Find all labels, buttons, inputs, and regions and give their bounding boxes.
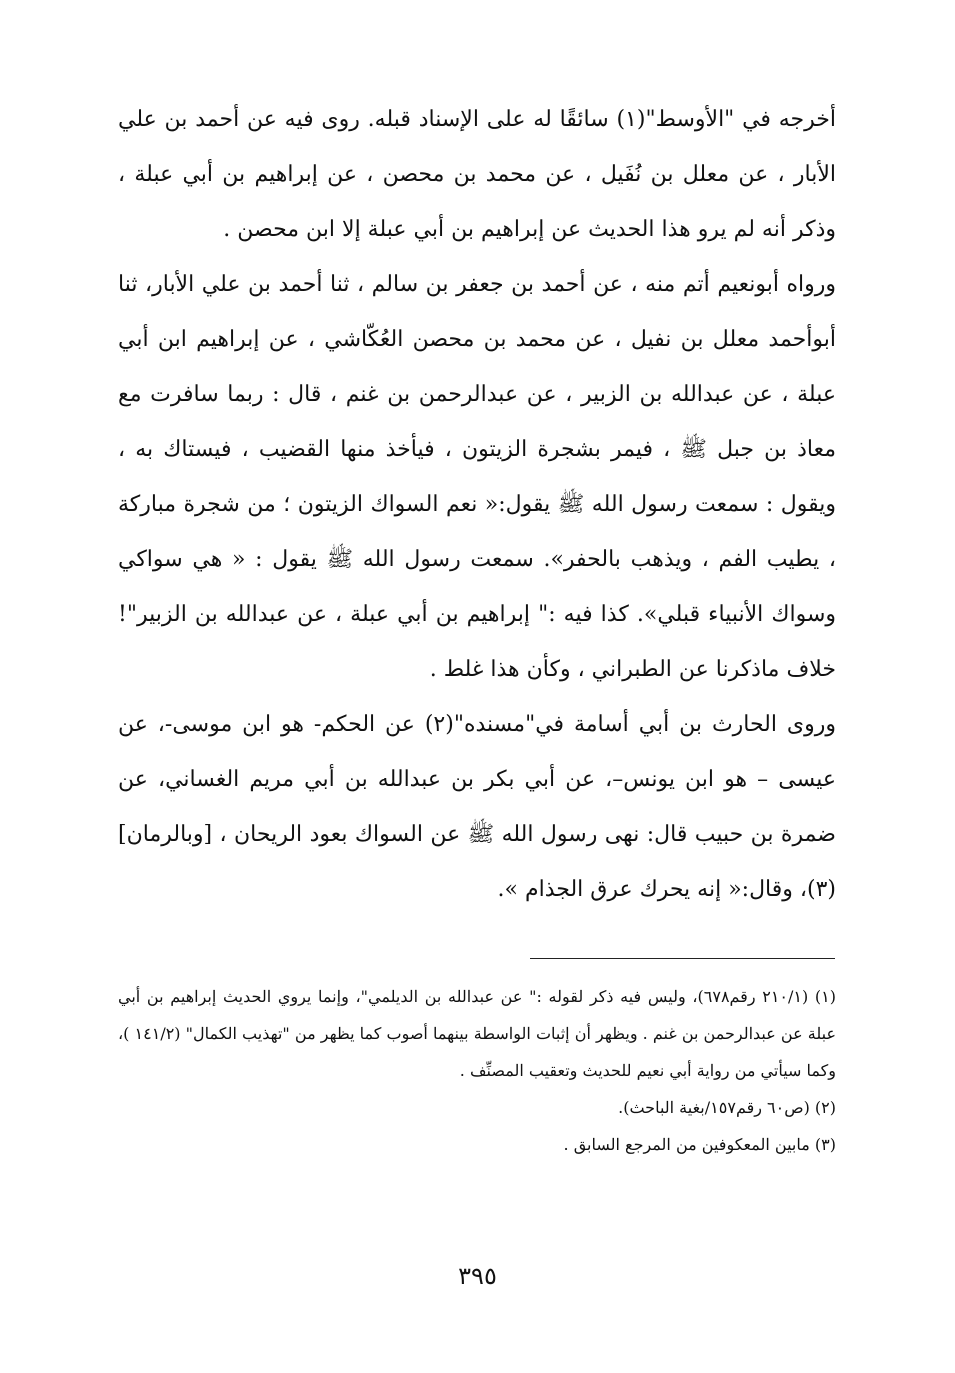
paragraph-2: ورواه أبونعيم أتم منه ، عن أحمد بن جعفر بن سالم ، ثنا أحمد بن علي الأبار، ثنا أبوأحمد معلل بن نفيل ، عن محمد بن محصن العُكّاشي ، عن إبراهيم ابن أبي عبلة ، عن عبدالله بن الزبير ، عن عبدالرحمن بن غنم ، قال : ربما سافرت مع معاذ بن جبل ﷺ ، فيمر بشجرة الزيتون ، فيأخذ منها القضيب ، فيستاك به ، ويقول : سمعت رسول الله ﷺ يقول:« نعم السواك الزيتون ؛ من شجرة مباركة ، يطيب الفم ، ويذهب بالحفر». سمعت رسول الله ﷺ يقول : « هي سواكي وسواك الأنبياء قبلي». كذا فيه :" إبراهيم بن أبي عبلة ، عن عبدالله بن الزبير"! خلاف ماذكرنا عن الطبراني ، وكأن هذا غلط . bbox=[118, 272, 836, 682]
footnote-divider bbox=[530, 958, 835, 959]
paragraph-1: أخرجه في "الأوسط"(١) سائقًا له على الإسناد قبله. روى فيه عن أحمد بن علي الأبار ، عن معلل بن نُفَيل ، عن محمد بن محصن ، عن إبراهيم بن أبي عبلة ، وذكر أنه لم يرو هذا الحديث عن إبراهيم بن أبي عبلة إلا ابن محصن . bbox=[118, 107, 836, 242]
footnotes-section bbox=[118, 978, 836, 1163]
footnote-3: (٣) مابين المعكوفين من المرجع السابق . bbox=[563, 1135, 836, 1154]
main-text-body bbox=[118, 92, 836, 917]
paragraph-3: وروى الحارث بن أبي أسامة في"مسنده"(٢) عن الحكم- هو ابن موسى-، عن عيسى – هو ابن يونس–، عن أبي بكر بن عبدالله بن أبي مريم الغساني، عن ضمرة بن حبيب قال: نهى رسول الله ﷺ عن السواك بعود الريحان ، [وبالرمان](٣)، وقال:« إنه يحرك عرق الجذام ». bbox=[118, 712, 836, 902]
footnote-2: (٢) (ص٦٠ رقم١٥٧/بغية الباحث). bbox=[618, 1098, 836, 1117]
footnote-1: (١) (٢١٠/١ رقم٦٧٨)، وليس فيه ذكر لقوله :" عن عبدالله بن الديلمي"، وإنما يروي الحديث إبراهيم بن أبي عبلة عن عبدالرحمن بن غنم . ويظهر أن إثبات الواسطة بينهما أصوب كما يظهر من "تهذيب الكمال" (١٤١/٢ )، وكما سيأتي من رواية أبي نعيم للحديث وتعقيب المصنِّف . bbox=[118, 987, 837, 1080]
page-number: ٣٩٥ bbox=[458, 1262, 497, 1290]
